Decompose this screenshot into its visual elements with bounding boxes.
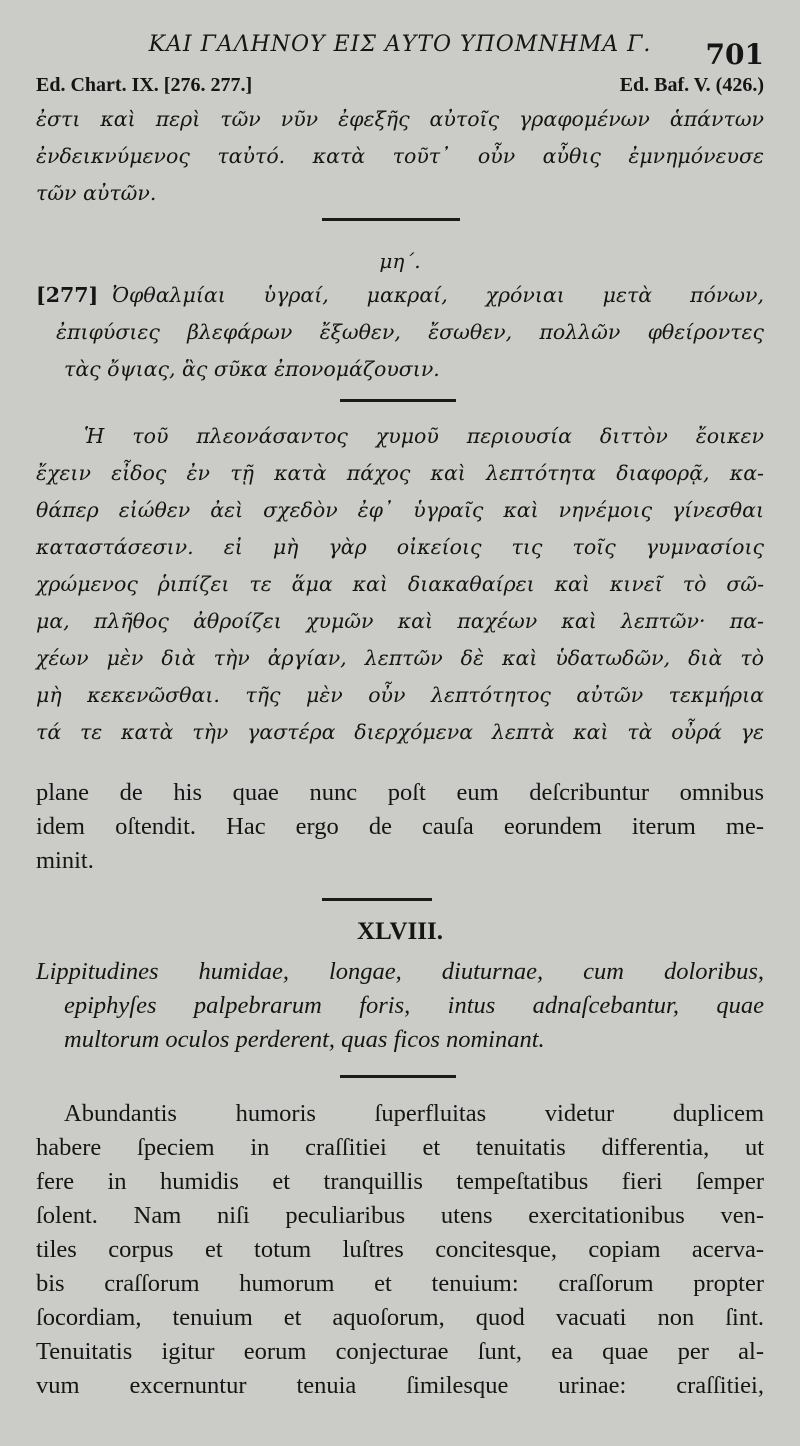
page-number: 701 bbox=[705, 38, 764, 71]
latin-commentary-line: Tenuitatis igitur eorum conjecturae ſunt, ea quae per al- bbox=[36, 1338, 764, 1365]
latin-commentary-line: fere in humidis et tranquillis tempeſtatibus fieri ſemper bbox=[36, 1168, 764, 1195]
greek-continuation-line: ἐστι καὶ περὶ τῶν νῦν ἐφεξῆς αὐτοῖς γραφομένων ἁπάντων bbox=[36, 107, 764, 131]
greek-commentary-line: καταστάσεσιν. εἰ μὴ γὰρ οἰκείοις τις τοῖς γυμνασίοις bbox=[36, 535, 764, 559]
latin-continuation-line: idem oſtendit. Hac ergo de cauſa eorundem iterum me- bbox=[36, 813, 764, 840]
latin-commentary-line: ſocordiam, tenuium et aquoſorum, quod vacuati non ſint. bbox=[36, 1304, 764, 1331]
greek-continuation-line: τῶν αὐτῶν. bbox=[36, 181, 157, 205]
section-rule bbox=[322, 218, 460, 221]
section-rule bbox=[322, 898, 432, 901]
running-title: ΚΑΙ ΓΑΛΗΝΟΥ ΕΙΣ ΑΥΤΟ ΥΠΟΜΝΗΜΑ Γ. bbox=[148, 32, 652, 57]
greek-commentary-line: μὴ κεκενῶσθαι. τῆς μὲν οὖν λεπτότητος αὐτῶν τεκμήρια bbox=[36, 683, 764, 707]
edition-chart-ref: Ed. Chart. IX. [276. 277.] bbox=[36, 74, 253, 96]
latin-commentary-line: tiles corpus et totum luſtres concitesque, copiam acerva- bbox=[36, 1236, 764, 1263]
latin-lemma-line: Lippitudines humidae, longae, diuturnae, cum doloribus, bbox=[36, 958, 764, 985]
greek-lemma-line: Ὀφθαλμίαι ὑγραί, μακραί, χρόνιαι μετὰ πόνων, bbox=[112, 283, 764, 307]
latin-commentary-line: habere ſpeciem in craſſitiei et tenuitatis differentia, ut bbox=[36, 1134, 764, 1161]
latin-lemma-line: epiphyſes palpebrarum foris, intus adnaſcebantur, quae bbox=[64, 992, 764, 1019]
latin-commentary bbox=[36, 1097, 764, 1403]
greek-lemma bbox=[36, 277, 764, 388]
latin-continuation-line: minit. bbox=[36, 847, 94, 874]
section-rule bbox=[340, 399, 456, 402]
lemma-reference: [277] bbox=[36, 283, 99, 307]
greek-lemma-line: ἐπιφύσιες βλεφάρων ἔξωθεν, ἔσωθεν, πολλῶν φθείροντες bbox=[56, 320, 764, 344]
latin-commentary-line: ſolent. Nam niſi peculiaribus utens exercitationibus ven- bbox=[36, 1202, 764, 1229]
greek-commentary-line: Ἡ τοῦ πλεονάσαντος χυμοῦ περιουσία διττὸν ἔοικεν bbox=[84, 424, 764, 448]
greek-continuation-line: ἐνδεικνύμενος ταὐτό. κατὰ τοῦτ᾽ οὖν αὖθις ἐμνημόνευσε bbox=[36, 144, 764, 168]
latin-continuation-line: plane de his quae nunc poſt eum deſcribuntur omnibus bbox=[36, 779, 764, 806]
greek-commentary-line: τά τε κατὰ τὴν γαστέρα διερχόμενα λεπτὰ καὶ τὰ οὖρά γε bbox=[36, 720, 764, 744]
latin-commentary-line: vum excernuntur tenuia ſimilesque urinae: craſſitiei, bbox=[36, 1372, 764, 1399]
greek-continuation bbox=[36, 101, 764, 212]
latin-lemma-line: multorum oculos perderent, quas ficos nominant. bbox=[64, 1026, 545, 1053]
latin-section-number: XLVIII. bbox=[357, 918, 443, 945]
greek-section-number: μη΄. bbox=[379, 249, 421, 273]
edition-basel-ref: Ed. Baf. V. (426.) bbox=[619, 74, 764, 96]
greek-commentary-line: θάπερ εἰώθεν ἀεὶ σχεδὸν ἐφ᾽ ὑγραῖς καὶ νηνέμοις γίνεσθαι bbox=[36, 498, 764, 522]
latin-commentary-line: bis craſſorum humorum et tenuium: craſſorum propter bbox=[36, 1270, 764, 1297]
greek-commentary-line: ἔχειν εἶδος ἐν τῇ κατὰ πάχος καὶ λεπτότητα διαφορᾷ, κα- bbox=[36, 461, 764, 485]
greek-commentary bbox=[36, 418, 764, 751]
greek-commentary-line: μα, πλῆθος ἀθροίζει χυμῶν καὶ παχέων καὶ λεπτῶν· πα- bbox=[36, 609, 764, 633]
latin-lemma bbox=[36, 955, 764, 1057]
greek-lemma-line: τὰς ὄψιας, ἃς σῦκα ἐπονομάζουσιν. bbox=[64, 357, 440, 381]
greek-commentary-line: χέων μὲν διὰ τὴν ἀργίαν, λεπτῶν δὲ καὶ ὑδατωδῶν, διὰ τὸ bbox=[36, 646, 764, 670]
section-rule bbox=[340, 1075, 456, 1078]
latin-commentary-line: Abundantis humoris ſuperfluitas videtur duplicem bbox=[64, 1100, 764, 1127]
greek-commentary-line: χρώμενος ῥιπίζει τε ἅμα καὶ διακαθαίρει καὶ κινεῖ τὸ σῶ- bbox=[36, 572, 764, 596]
latin-continuation bbox=[36, 776, 764, 878]
